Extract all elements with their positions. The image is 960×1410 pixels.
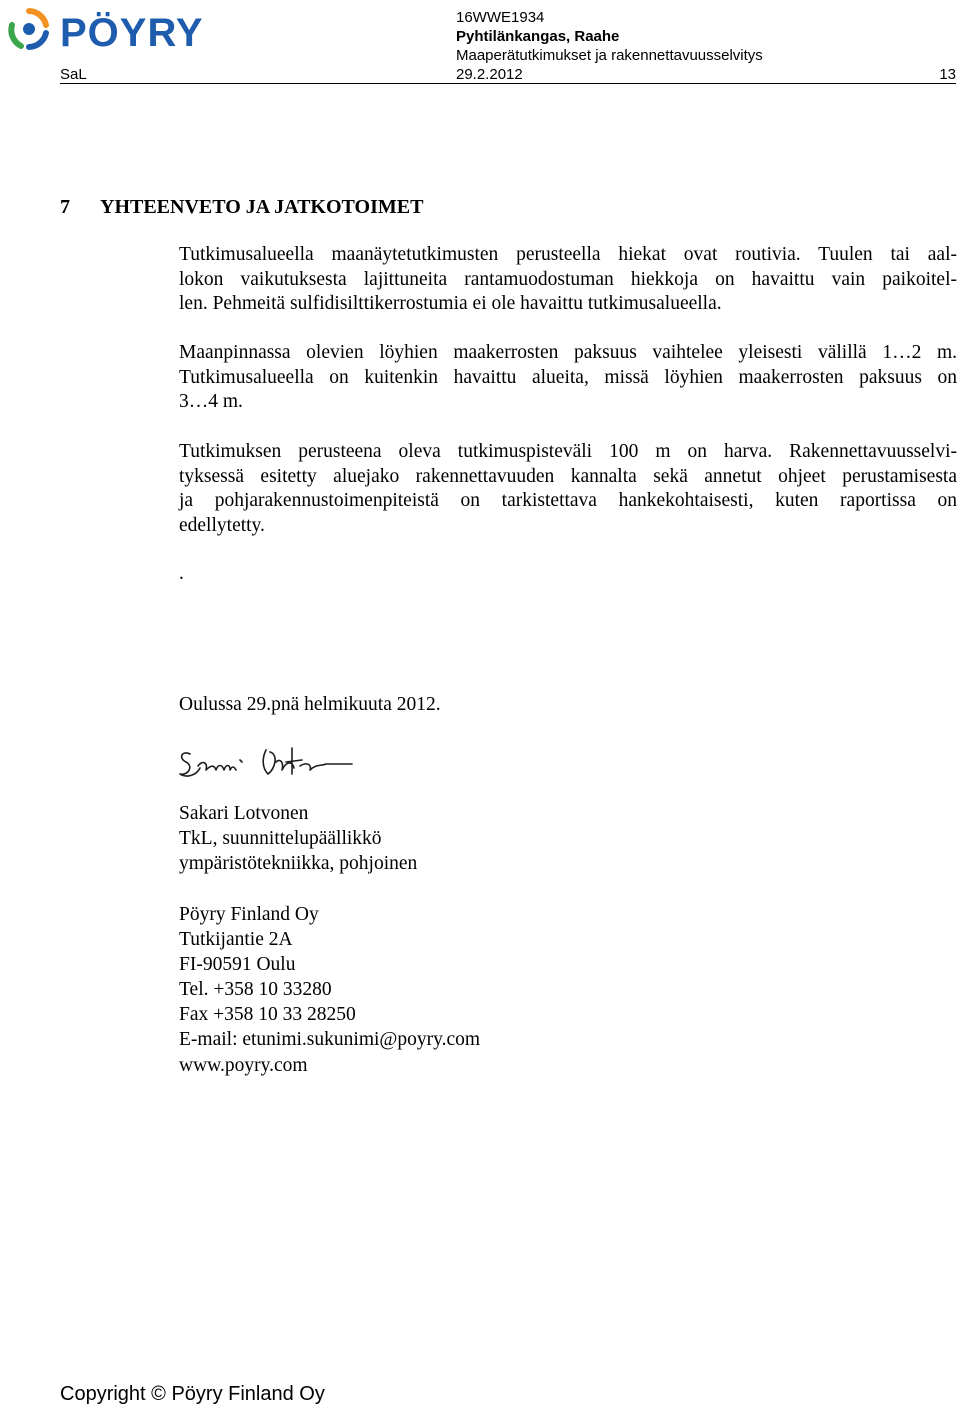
company-postal: FI-90591 Oulu	[179, 954, 296, 975]
summary-paragraph-soils	[179, 243, 957, 317]
text-line: Tutkimusalueella maanäytetutkimusten perusteella hiekat ovat routivia. Tuulen tai aal-	[179, 244, 957, 265]
signatory-title: TkL, suunnittelupäällikkö	[179, 828, 382, 849]
text-line: Maanpinnassa olevien löyhien maakerrosten paksuus vaihtelee yleisesti välillä 1…2 m.	[179, 342, 957, 363]
section-heading	[60, 196, 423, 219]
logo-symbol-icon	[11, 11, 46, 47]
project-code: 16WWE1934	[456, 9, 545, 26]
signature-image	[176, 740, 356, 788]
section-title: YHTEENVETO JA JATKOTOIMET	[100, 196, 424, 218]
company-phone: Tel. +358 10 33280	[179, 979, 332, 1000]
text-line: 3…4 m.	[179, 391, 243, 413]
copyright-footer: Copyright © Pöyry Finland Oy	[60, 1383, 325, 1405]
place-and-date: Oulussa 29.pnä helmikuuta 2012.	[179, 694, 441, 715]
text-line: Tutkimusalueella on kuitenkin havaittu alueita, missä löyhien maakerrosten paksuus on	[179, 366, 957, 388]
stray-period: .	[179, 563, 184, 584]
svg-text:PÖYRY: PÖYRY	[60, 11, 204, 54]
section-number: 7	[60, 196, 70, 218]
company-fax: Fax +358 10 33 28250	[179, 1004, 356, 1025]
header-divider	[60, 83, 956, 84]
text-line: ja pohjarakennustoimenpiteistä on tarkistettava hankekohtaisesti, kuten raportissa on	[179, 490, 957, 512]
company-email: E-mail: etunimi.sukunimi@poyry.com	[179, 1029, 481, 1050]
text-line: edellytetty.	[179, 514, 265, 536]
project-location: Pyhtilänkangas, Raahe	[456, 28, 620, 45]
signatory-name: Sakari Lotvonen	[179, 803, 309, 824]
page-number: 13	[939, 66, 956, 83]
signatory-unit: ympäristötekniikka, pohjoinen	[179, 853, 418, 874]
summary-paragraph-layer-thickness	[179, 341, 957, 415]
company-website: www.poyry.com	[179, 1055, 308, 1076]
author-initials: SaL	[60, 66, 87, 83]
company-street: Tutkijantie 2A	[179, 929, 293, 950]
text-line: lokon vaikutuksesta lajittuneita rantamuodostuman hiekkoja on havaittu vain paikoitel-	[179, 268, 957, 290]
poyry-logo	[4, 4, 244, 54]
text-line: len. Pehmeitä sulfidisilttikerrostumia ei ole havaittu tutkimusalueella.	[179, 293, 722, 315]
report-date: 29.2.2012	[456, 66, 523, 83]
text-line: tyksessä esitetty aluejako rakennettavuuden kannalta sekä annetut ohjeet perustamisesta	[179, 465, 957, 487]
report-subtitle: Maaperätutkimukset ja rakennettavuusselvitys	[456, 47, 763, 64]
summary-paragraph-survey-density	[179, 440, 957, 538]
company-name: Pöyry Finland Oy	[179, 904, 319, 925]
text-line: Tutkimuksen perusteena oleva tutkimuspisteväli 100 m on harva. Rakennettavuusselvi-	[179, 441, 957, 462]
